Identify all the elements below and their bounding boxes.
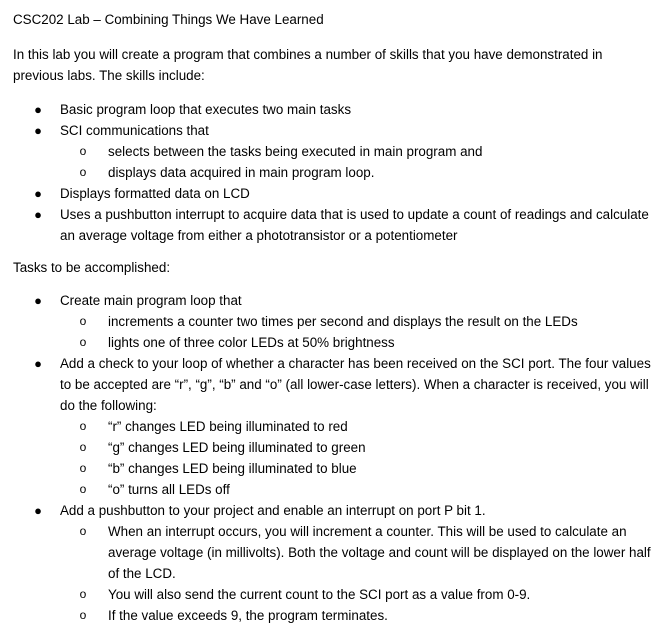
hollow-circle-bullet-icon: o — [79, 144, 87, 158]
skill-item: ● SCI communications that o selects between the tasks being executed in main program and o displays data acquired in main program loop. — [13, 120, 653, 183]
skill-sub-item: o selects between the tasks being executed in main program and — [60, 141, 653, 162]
skill-item: ● Displays formatted data on LCD — [13, 183, 653, 204]
filled-circle-bullet-icon: ● — [34, 186, 42, 201]
task-sub-item: o If the value exceeds 9, the program terminates. — [60, 605, 653, 626]
skill-sub-item: o displays data acquired in main program loop. — [60, 162, 653, 183]
hollow-circle-bullet-icon: o — [79, 524, 87, 538]
skill-item: ● Uses a pushbutton interrupt to acquire data that is used to update a count of readings and calculate an average voltage from either a phototransistor or a potentiometer — [13, 204, 653, 246]
hollow-circle-bullet-icon: o — [79, 335, 87, 349]
hollow-circle-bullet-icon: o — [79, 461, 87, 475]
task-sub-item: o “r” changes LED being illuminated to red — [60, 416, 653, 437]
skill-sub-list — [60, 141, 653, 183]
task-sub-item: o lights one of three color LEDs at 50% brightness — [60, 332, 653, 353]
filled-circle-bullet-icon: ● — [34, 293, 42, 308]
filled-circle-bullet-icon: ● — [34, 503, 42, 518]
hollow-circle-bullet-icon: o — [79, 608, 87, 622]
task-sub-item: o “b” changes LED being illuminated to blue — [60, 458, 653, 479]
filled-circle-bullet-icon: ● — [34, 123, 42, 138]
task-item: ● Add a check to your loop of whether a character has been received on the SCI port. The four values to be accepted are “r”, “g”, “b” and “o” (all lower-case letters). When a character is received, you will do the following: o “r” changes LED being illuminated to red o “g” changes LED being illuminated to green o “b” changes LED being illuminated to blue o “o” turns all LEDs off — [13, 353, 653, 500]
filled-circle-bullet-icon: ● — [34, 356, 42, 371]
hollow-circle-bullet-icon: o — [79, 419, 87, 433]
task-item: ● Create main program loop that o increments a counter two times per second and displays the result on the LEDs o lights one of three color LEDs at 50% brightness — [13, 290, 653, 353]
document — [13, 10, 653, 626]
intro-paragraph: In this lab you will create a program that combines a number of skills that you have demonstrated in previous labs. The skills include: — [13, 47, 603, 83]
skill-item: ● Basic program loop that executes two main tasks — [13, 99, 653, 120]
task-sub-item: o When an interrupt occurs, you will increment a counter. This will be used to calculate an average voltage (in millivolts). Both the voltage and count will be displayed on the lower half of the LCD. — [60, 521, 653, 584]
hollow-circle-bullet-icon: o — [79, 482, 87, 496]
skills-list — [13, 99, 653, 246]
hollow-circle-bullet-icon: o — [79, 440, 87, 454]
task-item: ● Add a pushbutton to your project and enable an interrupt on port P bit 1. o When an interrupt occurs, you will increment a counter. This will be used to calculate an average voltage (in millivolts). Both the voltage and count will be displayed on the lower half of the LCD. o You will also send the current count to the SCI port as a value from 0-9. o If the value exceeds 9, the program terminates. — [13, 500, 653, 626]
filled-circle-bullet-icon: ● — [34, 207, 42, 222]
task-sub-list — [60, 416, 653, 500]
tasks-list — [13, 290, 653, 626]
task-sub-item: o “g” changes LED being illuminated to green — [60, 437, 653, 458]
task-sub-item: o You will also send the current count to the SCI port as a value from 0-9. — [60, 584, 653, 605]
task-sub-list — [60, 521, 653, 626]
hollow-circle-bullet-icon: o — [79, 314, 87, 328]
task-sub-item: o increments a counter two times per second and displays the result on the LEDs — [60, 311, 653, 332]
hollow-circle-bullet-icon: o — [79, 587, 87, 601]
task-sub-item: o “o” turns all LEDs off — [60, 479, 653, 500]
filled-circle-bullet-icon: ● — [34, 102, 42, 117]
tasks-heading: Tasks to be accomplished: — [13, 260, 171, 275]
task-sub-list — [60, 311, 653, 353]
document-title: CSC202 Lab – Combining Things We Have Learned — [13, 12, 324, 27]
hollow-circle-bullet-icon: o — [79, 165, 87, 179]
